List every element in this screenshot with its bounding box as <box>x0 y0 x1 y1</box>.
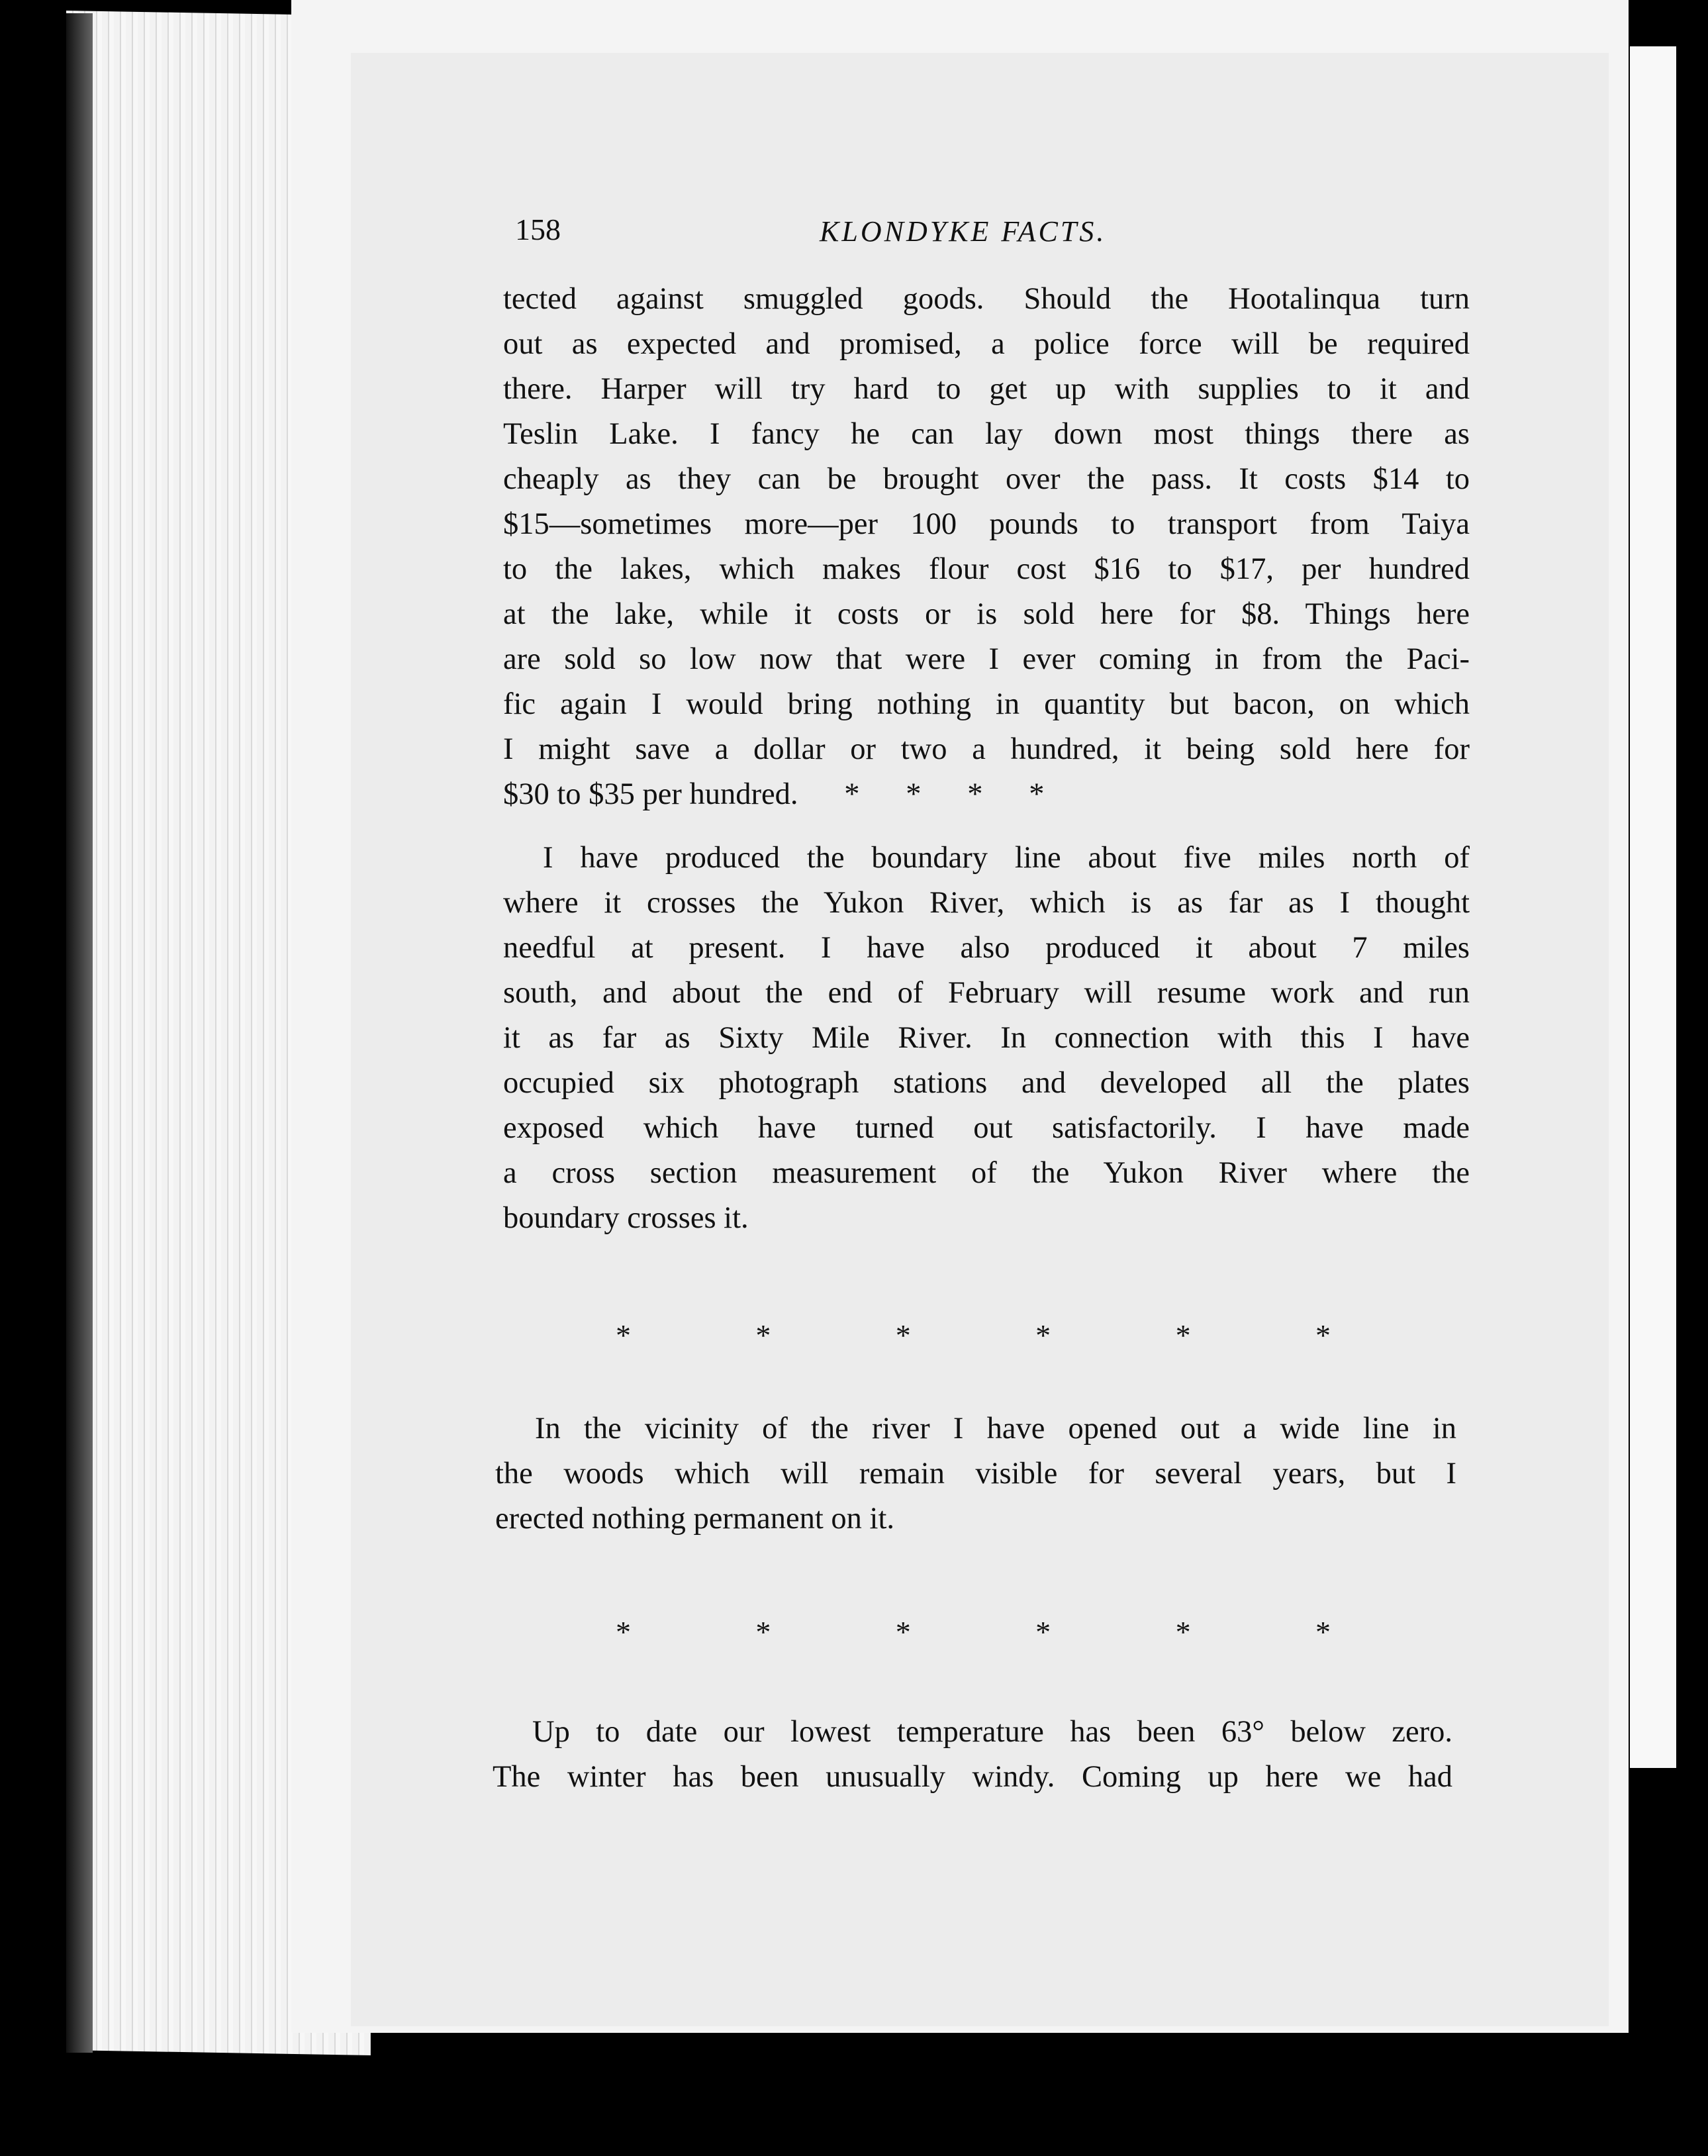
text-line: fic again I would bring nothing in quantity but bacon, on which <box>503 687 1470 721</box>
asterisk: * <box>616 1318 631 1352</box>
text-line: $15—sometimes more—per 100 pounds to transport from Taiya <box>503 507 1470 541</box>
text-line: occupied six photograph stations and developed all the plates <box>503 1066 1470 1100</box>
text-line: are sold so low now that were I ever coming in from the Paci- <box>503 642 1470 676</box>
asterisk: * <box>616 1615 631 1649</box>
text-line: boundary crosses it. <box>503 1201 749 1235</box>
text-line: south, and about the end of February will resume work and run <box>503 976 1470 1010</box>
text-line: exposed which have turned out satisfactorily. I have made <box>503 1111 1470 1145</box>
text-line: where it crosses the Yukon River, which is as far as I thought <box>503 886 1470 920</box>
paragraph-4 <box>493 1710 1452 1800</box>
asterisk: * <box>755 1318 771 1352</box>
paragraph-3 <box>495 1406 1456 1542</box>
text-line: there. Harper will try hard to get up with supplies to it and <box>503 372 1470 406</box>
paragraph-2 <box>503 836 1470 1241</box>
page-number: 158 <box>515 213 561 246</box>
text-line: it as far as Sixty Mile River. In connection with this I have <box>503 1021 1470 1055</box>
asterisk: * <box>1315 1318 1331 1352</box>
asterisk: * <box>1175 1318 1191 1352</box>
text-line: erected nothing permanent on it. <box>495 1502 895 1536</box>
text-line: I have produced the boundary line about five miles north of <box>543 841 1470 875</box>
asterisk: * <box>895 1318 911 1352</box>
text-line: Teslin Lake. I fancy he can lay down most things there as <box>503 417 1470 451</box>
text-line: out as expected and promised, a police force will be required <box>503 327 1470 361</box>
text-line: at the lake, while it costs or is sold here for $8. Things here <box>503 597 1470 631</box>
separator-stars-2 <box>616 1614 1331 1654</box>
text-line: the woods which will remain visible for several years, but I <box>495 1457 1456 1491</box>
asterisk: * <box>1035 1318 1051 1352</box>
text-line: In the vicinity of the river I have opened out a wide line in <box>535 1412 1456 1446</box>
text-line: to the lakes, which makes flour cost $16 to $17, per hundred <box>503 552 1470 586</box>
asterisk: * <box>1175 1615 1191 1649</box>
asterisk: * <box>1315 1615 1331 1649</box>
text-line: I might save a dollar or two a hundred, it being sold here for <box>503 732 1470 766</box>
separator-stars-1 <box>616 1318 1331 1357</box>
page-header <box>515 212 1177 252</box>
asterisk: * <box>895 1615 911 1649</box>
text-line: $30 to $35 per hundred. * * * * <box>503 777 1045 811</box>
book-edge-shadow <box>66 13 93 2053</box>
text-line: Up to date our lowest temperature has been 63° below zero. <box>532 1715 1452 1749</box>
text-line: cheaply as they can be brought over the pass. It costs $14 to <box>503 462 1470 496</box>
text-line: needful at present. I have also produced it about 7 miles <box>503 931 1470 965</box>
facing-page-edge <box>1630 46 1676 1768</box>
asterisk: * <box>755 1615 771 1649</box>
paragraph-1 <box>503 277 1470 817</box>
text-line: The winter has been unusually windy. Coming up here we had <box>493 1760 1452 1794</box>
text-line: tected against smuggled goods. Should the Hootalinqua turn <box>503 282 1470 316</box>
running-title: KLONDYKE FACTS. <box>820 215 1107 248</box>
text-line: a cross section measurement of the Yukon River where the <box>503 1156 1470 1190</box>
asterisk: * <box>1035 1615 1051 1649</box>
